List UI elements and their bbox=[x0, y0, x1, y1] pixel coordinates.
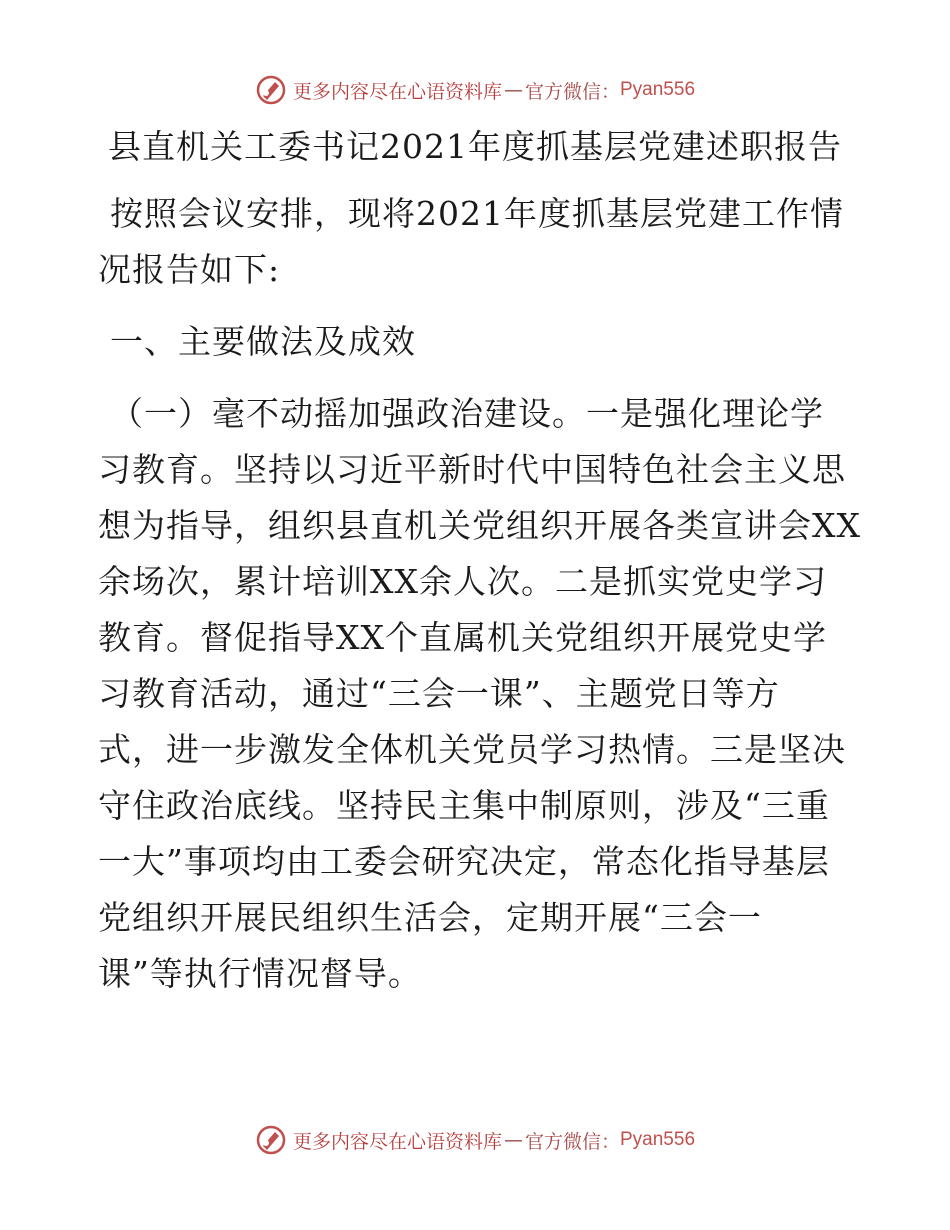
paragraph-line: 余场次，累计培训XX余人次。二是抓实党史学习 bbox=[98, 562, 827, 601]
paragraph-line: 想为指导，组织县直机关党组织开展各类宣讲会XX bbox=[98, 506, 861, 545]
intro-line: 况报告如下: bbox=[98, 250, 281, 289]
footer-watermark-banner bbox=[0, 1120, 950, 1160]
brand-logo-icon bbox=[255, 1124, 287, 1156]
brand-logo-icon bbox=[255, 74, 287, 106]
document-title: 县直机关工委书记2021年度抓基层党建述职报告 bbox=[108, 127, 842, 166]
paragraph-line: 守住政治底线。坚持民主集中制原则，涉及“三重 bbox=[98, 786, 830, 825]
intro-line: 按照会议安排，现将2021年度抓基层党建工作情 bbox=[110, 194, 844, 233]
wechat-label: 官方微信： bbox=[524, 1130, 620, 1153]
wechat-id: Pyan556 bbox=[620, 79, 696, 100]
paragraph-line: 一大”事项均由工委会研究决定，常态化指导基层 bbox=[98, 842, 830, 881]
intro-paragraph bbox=[98, 186, 868, 298]
section-1-paragraph bbox=[98, 386, 868, 1002]
paragraph-line: 课”等执行情况督导。 bbox=[98, 954, 422, 993]
paragraph-line: （一）毫不动摇加强政治建设。一是强化理论学 bbox=[110, 394, 824, 433]
banner-text: 更多内容尽在心语资料库 bbox=[292, 80, 502, 103]
section-heading: 一、主要做法及成效 bbox=[110, 322, 416, 361]
banner-separator: — bbox=[503, 79, 523, 101]
banner-text: 更多内容尽在心语资料库 bbox=[292, 1130, 502, 1153]
wechat-id: Pyan556 bbox=[620, 1129, 696, 1150]
document-body bbox=[98, 118, 868, 1002]
banner-separator: — bbox=[503, 1129, 523, 1151]
wechat-label: 官方微信： bbox=[524, 80, 620, 103]
paragraph-line: 式，进一步激发全体机关党员学习热情。三是坚决 bbox=[98, 730, 846, 769]
paragraph-line: 习教育。坚持以习近平新时代中国特色社会主义思 bbox=[98, 450, 846, 489]
header-watermark-banner bbox=[0, 70, 950, 110]
paragraph-line: 习教育活动，通过“三会一课”、主题党日等方 bbox=[98, 674, 780, 713]
paragraph-line: 教育。督促指导XX个直属机关党组织开展党史学 bbox=[98, 618, 827, 657]
paragraph-line: 党组织开展民组织生活会，定期开展“三会一 bbox=[98, 898, 762, 937]
